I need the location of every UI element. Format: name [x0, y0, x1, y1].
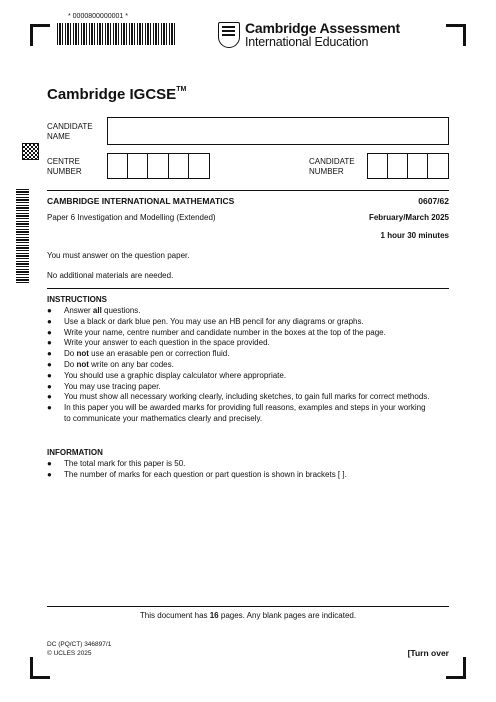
instruction-item: ● Write your name, centre number and candidate number in the boxes at the top of the page. [47, 327, 386, 337]
centre-number-cell[interactable] [169, 154, 189, 178]
exam-duration: 1 hour 30 minutes [380, 231, 449, 240]
page-count-note: This document has 16 pages. Any blank pages are indicated. [139, 611, 357, 620]
centre-number-label: CENTRE NUMBER [47, 157, 82, 176]
org-name-line2: International Education [245, 35, 369, 49]
instruction-item: ● You must show all necessary working clearly, including sketches, to gain full marks for correct methods. [47, 392, 430, 402]
document-reference: DC (PQ/CT) 346897/1 [47, 641, 112, 648]
instructions-heading: INSTRUCTIONS [47, 295, 107, 304]
candidate-name-field[interactable] [107, 117, 449, 145]
no-materials-note: No additional materials are needed. [47, 271, 174, 280]
instruction-item: ● Do not write on any bar codes. [47, 359, 174, 369]
trademark: TM [176, 86, 187, 93]
cambridge-crest-icon [218, 22, 240, 48]
instruction-item: ● Do not use an erasable pen or correction fluid. [47, 349, 230, 359]
candidate-number-field[interactable] [367, 153, 449, 179]
crop-mark-top-right [463, 24, 466, 46]
answer-on-paper-note: You must answer on the question paper. [47, 251, 190, 260]
paper-code: 0607/62 [418, 196, 449, 206]
candidate-number-cell[interactable] [408, 154, 428, 178]
information-list [47, 459, 347, 481]
divider-top [47, 190, 449, 191]
crop-mark-top-left-h [30, 24, 50, 27]
crop-mark-bottom-left-h [30, 676, 50, 679]
instruction-item: ● You may use tracing paper. [47, 381, 161, 391]
instruction-item: ● Answer all questions. [47, 306, 141, 315]
barcode-side [16, 187, 29, 283]
divider-middle [47, 288, 449, 289]
barcode-number: * 0000800000001 * [68, 13, 128, 20]
centre-number-cell[interactable] [108, 154, 128, 178]
copyright: © UCLES 2025 [47, 650, 92, 657]
crop-mark-bottom-right-h [446, 676, 466, 679]
divider-footer [47, 606, 449, 607]
subject-title: CAMBRIDGE INTERNATIONAL MATHEMATICS [47, 196, 235, 206]
candidate-number-label: CANDIDATE NUMBER [309, 157, 355, 176]
paper-title: Paper 6 Investigation and Modelling (Extended) [47, 213, 216, 222]
instruction-item: ● Use a black or dark blue pen. You may use an HB pencil for any diagrams or graphs. [47, 316, 364, 326]
candidate-number-cell[interactable] [388, 154, 408, 178]
centre-number-field[interactable] [107, 153, 210, 179]
instructions-list [47, 306, 430, 425]
barcode-top [57, 23, 175, 45]
crop-mark-top-right-h [446, 24, 466, 27]
candidate-number-cell[interactable] [368, 154, 388, 178]
centre-number-cell[interactable] [128, 154, 148, 178]
exam-brand-text: Cambridge IGCSE [47, 86, 177, 103]
centre-number-cell[interactable] [148, 154, 168, 178]
org-name-line1: Cambridge Assessment [245, 20, 400, 36]
instruction-item: ● In this paper you will be awarded marks for providing full reasons, examples and steps in your working [47, 403, 426, 413]
qr-code-icon [22, 143, 39, 160]
exam-brand [47, 86, 186, 103]
centre-number-cell[interactable] [189, 154, 209, 178]
crop-mark-top-left [30, 24, 33, 46]
information-heading: INFORMATION [47, 448, 103, 457]
exam-session: February/March 2025 [368, 213, 449, 222]
instruction-item: ● You should use a graphic display calculator where appropriate. [47, 370, 287, 380]
instruction-item-continued: to communicate your mathematics clearly and precisely. [64, 413, 263, 423]
candidate-name-label: CANDIDATE NAME [47, 122, 93, 141]
instruction-item: ● Write your answer to each question in the space provided. [47, 338, 270, 348]
candidate-number-cell[interactable] [428, 154, 448, 178]
information-item: ● The number of marks for each question or part question is shown in brackets [ ]. [47, 469, 347, 479]
information-item: ● The total mark for this paper is 50. [47, 459, 186, 468]
turn-over-label: [Turn over [407, 648, 449, 658]
